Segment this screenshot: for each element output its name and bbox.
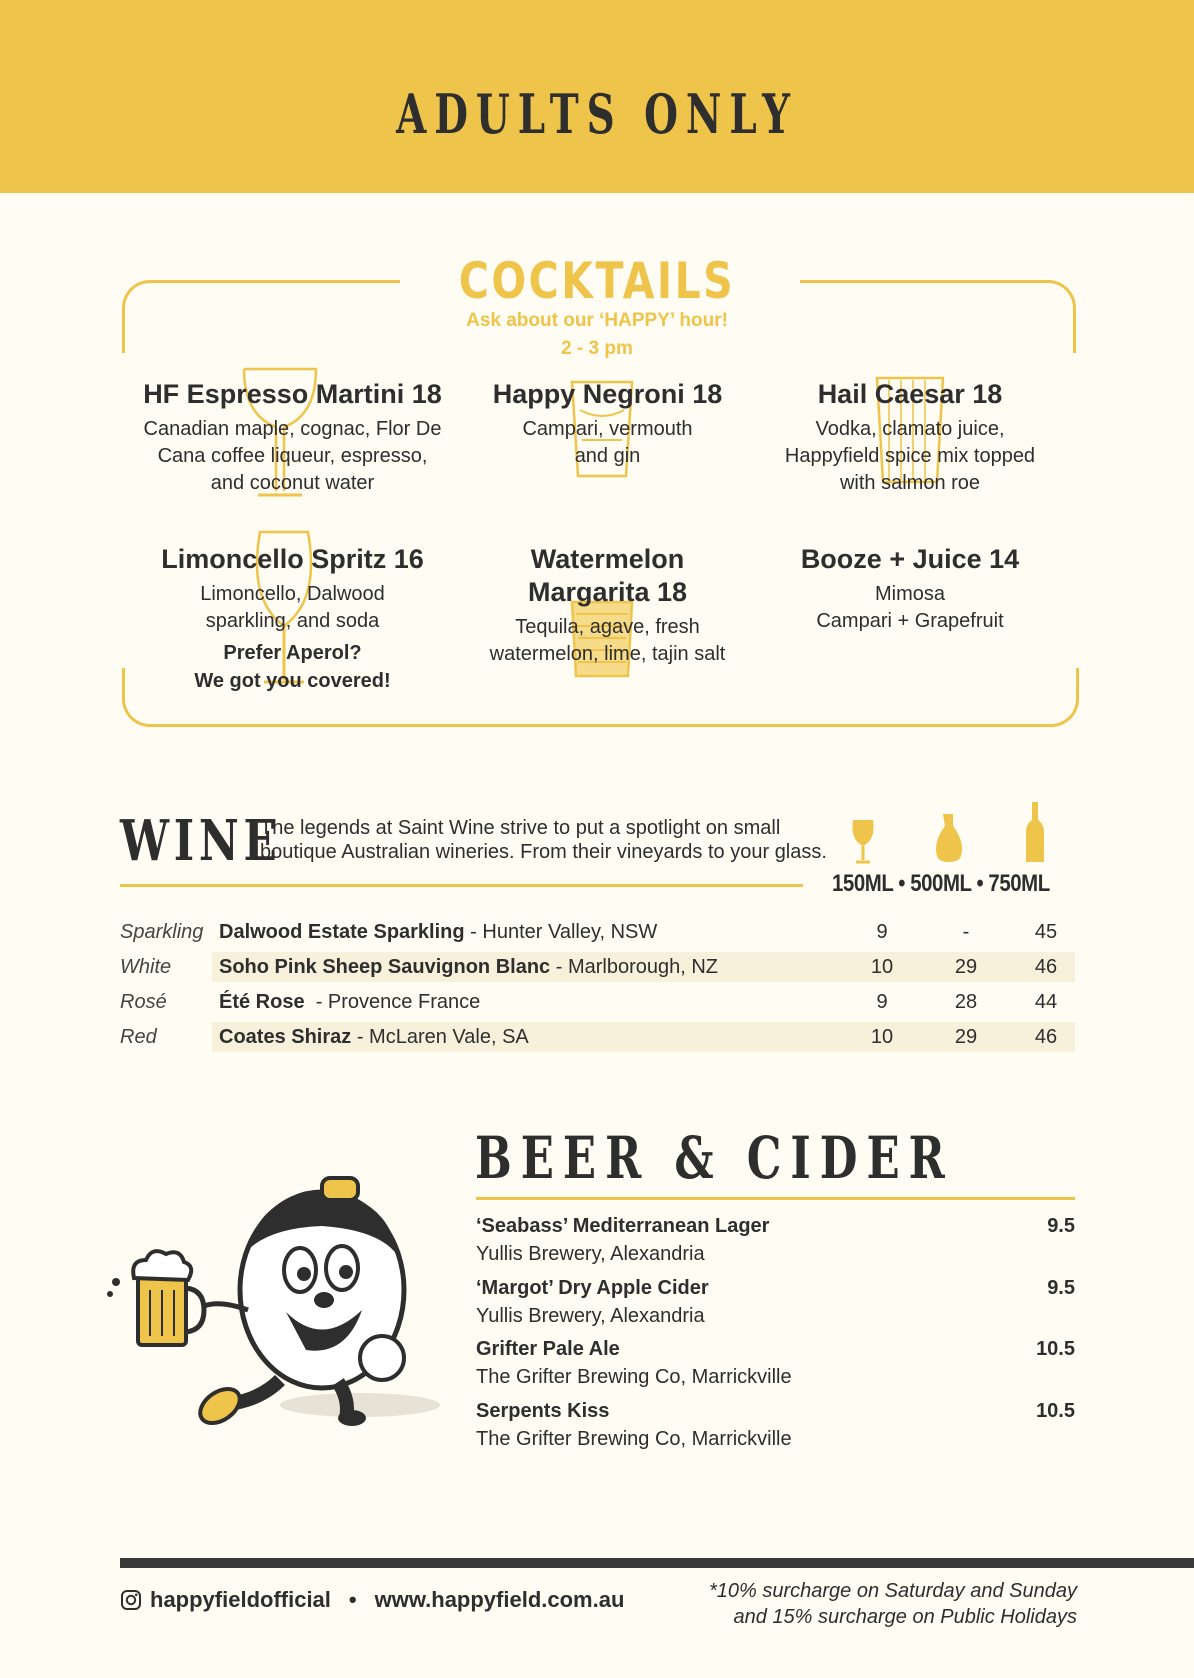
wine-type: Sparkling (120, 921, 204, 943)
wine-sizes-header: 150ML • 500ML • 750ML (832, 870, 1050, 897)
page-title: ADULTS ONLY (396, 82, 798, 146)
wine-desc-line: boutique Australian wineries. From their vineyards to your glass. (260, 841, 827, 863)
cocktail-name: Limoncello Spritz 16 (161, 544, 424, 574)
price-150ml: 9 (876, 921, 888, 943)
wine-region: - McLaren Vale, SA (351, 1026, 529, 1048)
website-link[interactable]: www.happyfield.com.au (374, 1587, 625, 1612)
wine-type: Rosé (120, 991, 167, 1013)
wine-name: Été Rose (219, 991, 305, 1013)
cocktail-name-line: Watermelon (530, 544, 685, 574)
beer-price: 10.5 (1036, 1338, 1075, 1360)
beer-name: ‘Seabass’ Mediterranean Lager (476, 1215, 770, 1237)
beer-item (476, 1397, 1075, 1453)
cocktail-watermelon-margarita (455, 543, 760, 668)
cocktail-name: Happy Negroni 18 (492, 379, 723, 409)
beer-mascot-illustration (100, 1160, 440, 1430)
wine-glass-icon (850, 818, 876, 864)
cocktail-desc-line: Tequila, agave, fresh (515, 616, 700, 638)
wine-name: Soho Pink Sheep Sauvignon Blanc (219, 956, 551, 978)
surcharge-note (709, 1578, 1077, 1630)
surcharge-line: and 15% surcharge on Public Holidays (733, 1606, 1077, 1628)
price-150ml: 10 (870, 1026, 894, 1048)
price-750ml: 46 (1034, 956, 1058, 978)
price-750ml: 46 (1034, 1026, 1058, 1048)
wine-row (120, 1022, 1075, 1052)
beer-cider-title: BEER & CIDER (475, 1124, 954, 1192)
cocktail-espresso-martini (130, 378, 455, 497)
wine-type: White (120, 956, 172, 978)
price-500ml: 29 (954, 1026, 978, 1048)
cocktail-name: Booze + Juice 14 (800, 544, 1020, 574)
beer-name: Serpents Kiss (476, 1400, 610, 1422)
cocktail-name: Hail Caesar 18 (817, 379, 1003, 409)
wine-desc-line: The legends at Saint Wine strive to put a spotlight on small (260, 817, 781, 839)
beer-item (476, 1274, 1075, 1330)
footer-bar (120, 1558, 1194, 1568)
cocktail-desc-line: sparkling, and soda (205, 610, 380, 632)
carafe-icon (933, 812, 965, 864)
cocktail-limoncello-spritz (130, 543, 455, 695)
happy-hour-text: Ask about our ‘HAPPY’ hour! (466, 310, 728, 331)
cocktail-desc-line: with salmon roe (839, 472, 981, 494)
price-150ml: 10 (870, 956, 894, 978)
beer-price: 9.5 (1047, 1277, 1075, 1299)
price-750ml: 45 (1034, 921, 1058, 943)
wine-row (120, 917, 1075, 947)
cocktail-note-line: We got you covered! (194, 670, 391, 692)
cocktail-booze-juice (760, 543, 1060, 635)
cocktail-desc-line: Vodka, clamato juice, (815, 418, 1005, 440)
cocktail-desc-line: Limoncello, Dalwood (200, 583, 385, 605)
surcharge-line: *10% surcharge on Saturday and Sunday (708, 1580, 1077, 1602)
price-750ml: 44 (1034, 991, 1058, 1013)
cocktail-desc-line: Campari + Grapefruit (816, 610, 1004, 632)
cocktail-desc-line: Happyfield spice mix topped (784, 445, 1036, 467)
price-500ml: 29 (954, 956, 978, 978)
beer-brewery: The Grifter Brewing Co, Marrickville (476, 1428, 792, 1450)
beer-name: ‘Margot’ Dry Apple Cider (476, 1277, 709, 1299)
cocktail-desc-line: and gin (574, 445, 641, 467)
cocktails-title: COCKTAILS (458, 252, 736, 310)
cocktail-desc-line: Cana coffee liqueur, espresso, (157, 445, 428, 467)
wine-title: WINE (120, 808, 282, 874)
wine-row (120, 952, 1075, 982)
instagram-handle-link[interactable]: happyfieldofficial (150, 1587, 331, 1612)
wine-region: - Marlborough, NZ (550, 956, 719, 978)
cocktail-hail-caesar (760, 378, 1060, 497)
beer-brewery: Yullis Brewery, Alexandria (476, 1243, 705, 1265)
footer-separator: • (348, 1587, 357, 1612)
wine-type: Red (120, 1026, 157, 1048)
cocktail-desc-line: watermelon, lime, tajin salt (489, 643, 726, 665)
beer-brewery: The Grifter Brewing Co, Marrickville (476, 1366, 792, 1388)
beer-price: 10.5 (1036, 1400, 1075, 1422)
cocktail-desc-line: Campari, vermouth (522, 418, 693, 440)
cocktail-desc-line: Canadian maple, cognac, Flor De (143, 418, 442, 440)
cocktail-desc-line: and coconut water (210, 472, 375, 494)
price-500ml: 28 (954, 991, 978, 1013)
cocktail-note-line: Prefer Aperol? (223, 642, 362, 664)
beer-divider (476, 1197, 1075, 1200)
cocktail-name-line: Margarita 18 (527, 577, 688, 607)
beer-name: Grifter Pale Ale (476, 1338, 620, 1360)
footer-social (120, 1587, 624, 1613)
wine-row (120, 987, 1075, 1017)
cocktail-name: HF Espresso Martini 18 (143, 379, 442, 409)
wine-divider (120, 884, 803, 887)
beer-item (476, 1212, 1075, 1268)
cocktail-desc-line: Mimosa (874, 583, 945, 605)
price-500ml: - (962, 921, 970, 943)
price-150ml: 9 (876, 991, 888, 1013)
header-band (0, 0, 1194, 193)
beer-price: 9.5 (1047, 1215, 1075, 1237)
wine-region: - Provence France (304, 991, 481, 1013)
beer-brewery: Yullis Brewery, Alexandria (476, 1305, 705, 1327)
happy-hour-time: 2 - 3 pm (561, 338, 633, 359)
beer-item (476, 1335, 1075, 1391)
instagram-icon (120, 1589, 142, 1611)
wine-region: - Hunter Valley, NSW (464, 921, 658, 943)
cocktail-happy-negroni (455, 378, 760, 470)
wine-description (260, 816, 860, 864)
wine-name: Coates Shiraz (219, 1026, 352, 1048)
wine-bottle-icon (1024, 800, 1046, 864)
wine-name: Dalwood Estate Sparkling (219, 921, 465, 943)
